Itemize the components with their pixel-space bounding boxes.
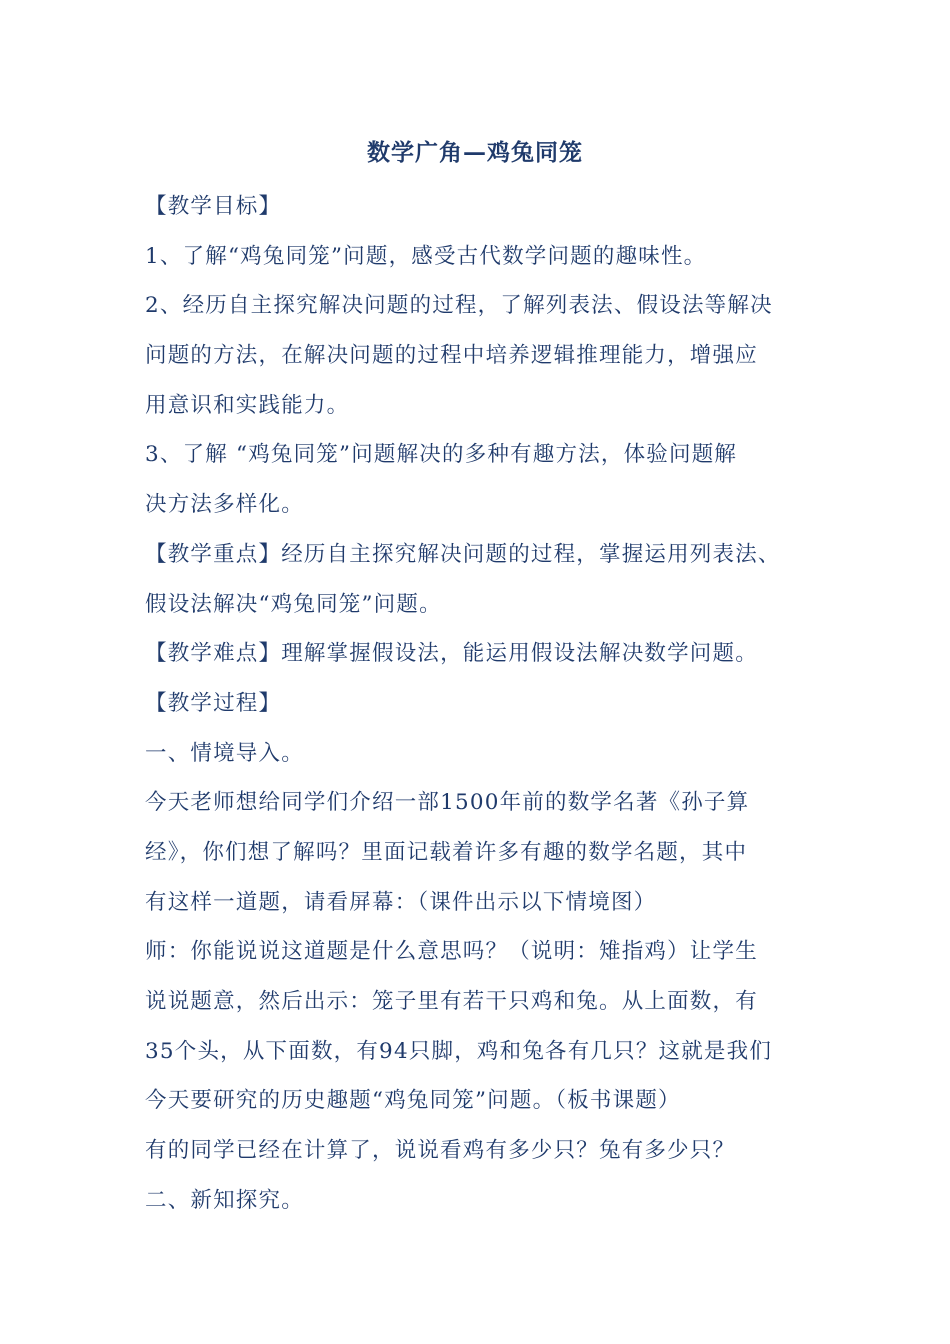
text-line: 2、经历自主探究解决问题的过程，了解列表法、假设法等解决 [145,293,773,319]
text-line: 二、新知探究。 [145,1187,304,1213]
text-line: 有的同学已经在计算了，说说看鸡有多少只？兔有多少只？ [145,1138,736,1164]
text-line: 【教学过程】 [145,690,282,716]
text-line: 用意识和实践能力。 [145,392,350,418]
text-line: 决方法多样化。 [145,492,304,518]
text-line: 问题的方法，在解决问题的过程中培养逻辑推理能力，增强应 [145,343,758,369]
document-body [145,182,815,1225]
text-line: 3、了解 “鸡兔同笼”问题解决的多种有趣方法，体验问题解 [145,442,738,468]
document-title: 数学广角—鸡兔同笼 [367,139,583,166]
text-line: 【教学难点】理解掌握假设法，能运用假设法解决数学问题。 [145,641,758,667]
text-line: 一、情境导入。 [145,740,304,766]
text-line: 假设法解决“鸡兔同笼”问题。 [145,591,442,617]
text-line: 师：你能说说这道题是什么意思吗？（说明：雉指鸡）让学生 [145,939,758,965]
text-line: 说说题意，然后出示：笼子里有若干只鸡和兔。从上面数，有 [145,989,758,1014]
text-line: 今天老师想给同学们介绍一部1500年前的数学名著《孙子算 [145,790,750,816]
text-line: 35个头，从下面数，有94只脚，鸡和兔各有几只？这就是我们 [145,1038,773,1064]
text-line: 经》，你们想了解吗？里面记载着许多有趣的数学名题，其中 [145,839,748,865]
text-line: 今天要研究的历史趣题“鸡兔同笼”问题。（板书课题） [145,1088,681,1114]
text-line: 【教学重点】经历自主探究解决问题的过程，掌握运用列表法、 [145,541,781,567]
text-line: 有这样一道题，请看屏幕：（课件出示以下情境图） [145,889,657,915]
text-line: 【教学目标】 [145,194,282,219]
text-line: 1、了解“鸡兔同笼”问题，感受古代数学问题的趣味性。 [145,243,707,269]
